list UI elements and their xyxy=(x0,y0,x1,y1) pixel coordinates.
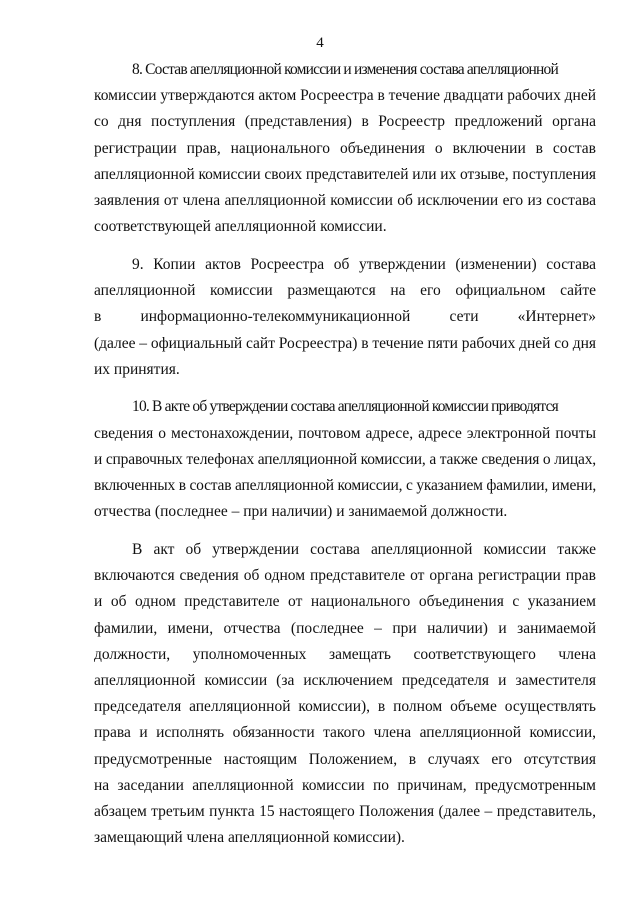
text-line: отчества (последнее – при наличии) и занимаемой должности. xyxy=(94,503,508,521)
text-line: В акт об утверждении состава апелляционной комиссии также xyxy=(132,540,596,558)
text-line: регистрации прав, национального объединения о включении в состав xyxy=(94,139,596,157)
text-line: предусмотренные настоящим Положением, в случаях его отсутствия xyxy=(94,750,596,768)
text-line: апелляционной комиссии своих представителей или их отзыве, поступления xyxy=(94,165,596,183)
text-line: комиссии утверждаются актом Росреестра в течение двадцати рабочих дней xyxy=(94,87,596,105)
text-line: на заседании апелляционной комиссии по причинам, предусмотренным xyxy=(94,776,596,794)
paragraph-10-continued xyxy=(94,537,596,851)
text-line: в информационно-телекоммуникационной сети «Интернет» xyxy=(94,308,596,326)
text-line: 10. В акте об утверждении состава апелляционной комиссии приводятся xyxy=(132,398,558,416)
text-line: фамилии, имени, отчества (последнее – при наличии) и занимаемой xyxy=(94,619,596,637)
text-line: абзацем третьим пункта 15 настоящего Положения (далее – представитель, xyxy=(94,802,596,820)
text-line: замещающий члена апелляционной комиссии). xyxy=(94,829,405,847)
text-line: соответствующей апелляционной комиссии. xyxy=(94,218,387,236)
text-line: права и исполнять обязанности такого члена апелляционной комиссии, xyxy=(94,724,596,742)
text-line: включаются сведения об одном представителе от органа регистрации прав xyxy=(94,567,596,585)
text-line: и справочных телефонах апелляционной комиссии, а также сведения о лицах, xyxy=(94,450,596,468)
text-line: председателя апелляционной комиссии), в полном объеме осуществлять xyxy=(94,698,596,716)
text-line: (далее – официальный сайт Росреестра) в течение пяти рабочих дней со дня xyxy=(94,334,596,352)
text-line: должности, уполномоченных замещать соответствующего члена xyxy=(94,645,596,663)
text-line: апелляционной комиссии (за исключением председателя и заместителя xyxy=(94,671,596,689)
paragraph-8 xyxy=(94,57,596,240)
text-line: заявления от члена апелляционной комиссии об исключении его из состава xyxy=(94,192,596,210)
text-line: их принятия. xyxy=(94,360,180,378)
paragraph-10 xyxy=(94,394,596,525)
text-line: сведения о местонахождении, почтовом адресе, адресе электронной почты xyxy=(94,424,596,442)
text-line: и об одном представителе от национального объединения с указанием xyxy=(94,593,596,611)
text-line: со дня поступления (представления) в Росреестр предложений органа xyxy=(94,113,596,131)
page-number: 4 xyxy=(316,35,324,51)
text-line: 8. Состав апелляционной комиссии и изменения состава апелляционной xyxy=(132,61,558,78)
document-body xyxy=(94,57,596,851)
text-line: 9. Копии актов Росреестра об утверждении (изменении) состава xyxy=(132,255,596,273)
text-line: апелляционной комиссии размещаются на его официальном сайте xyxy=(94,282,596,300)
paragraph-9 xyxy=(94,252,596,383)
text-line: включенных в состав апелляционной комиссии, с указанием фамилии, имени, xyxy=(94,477,596,495)
